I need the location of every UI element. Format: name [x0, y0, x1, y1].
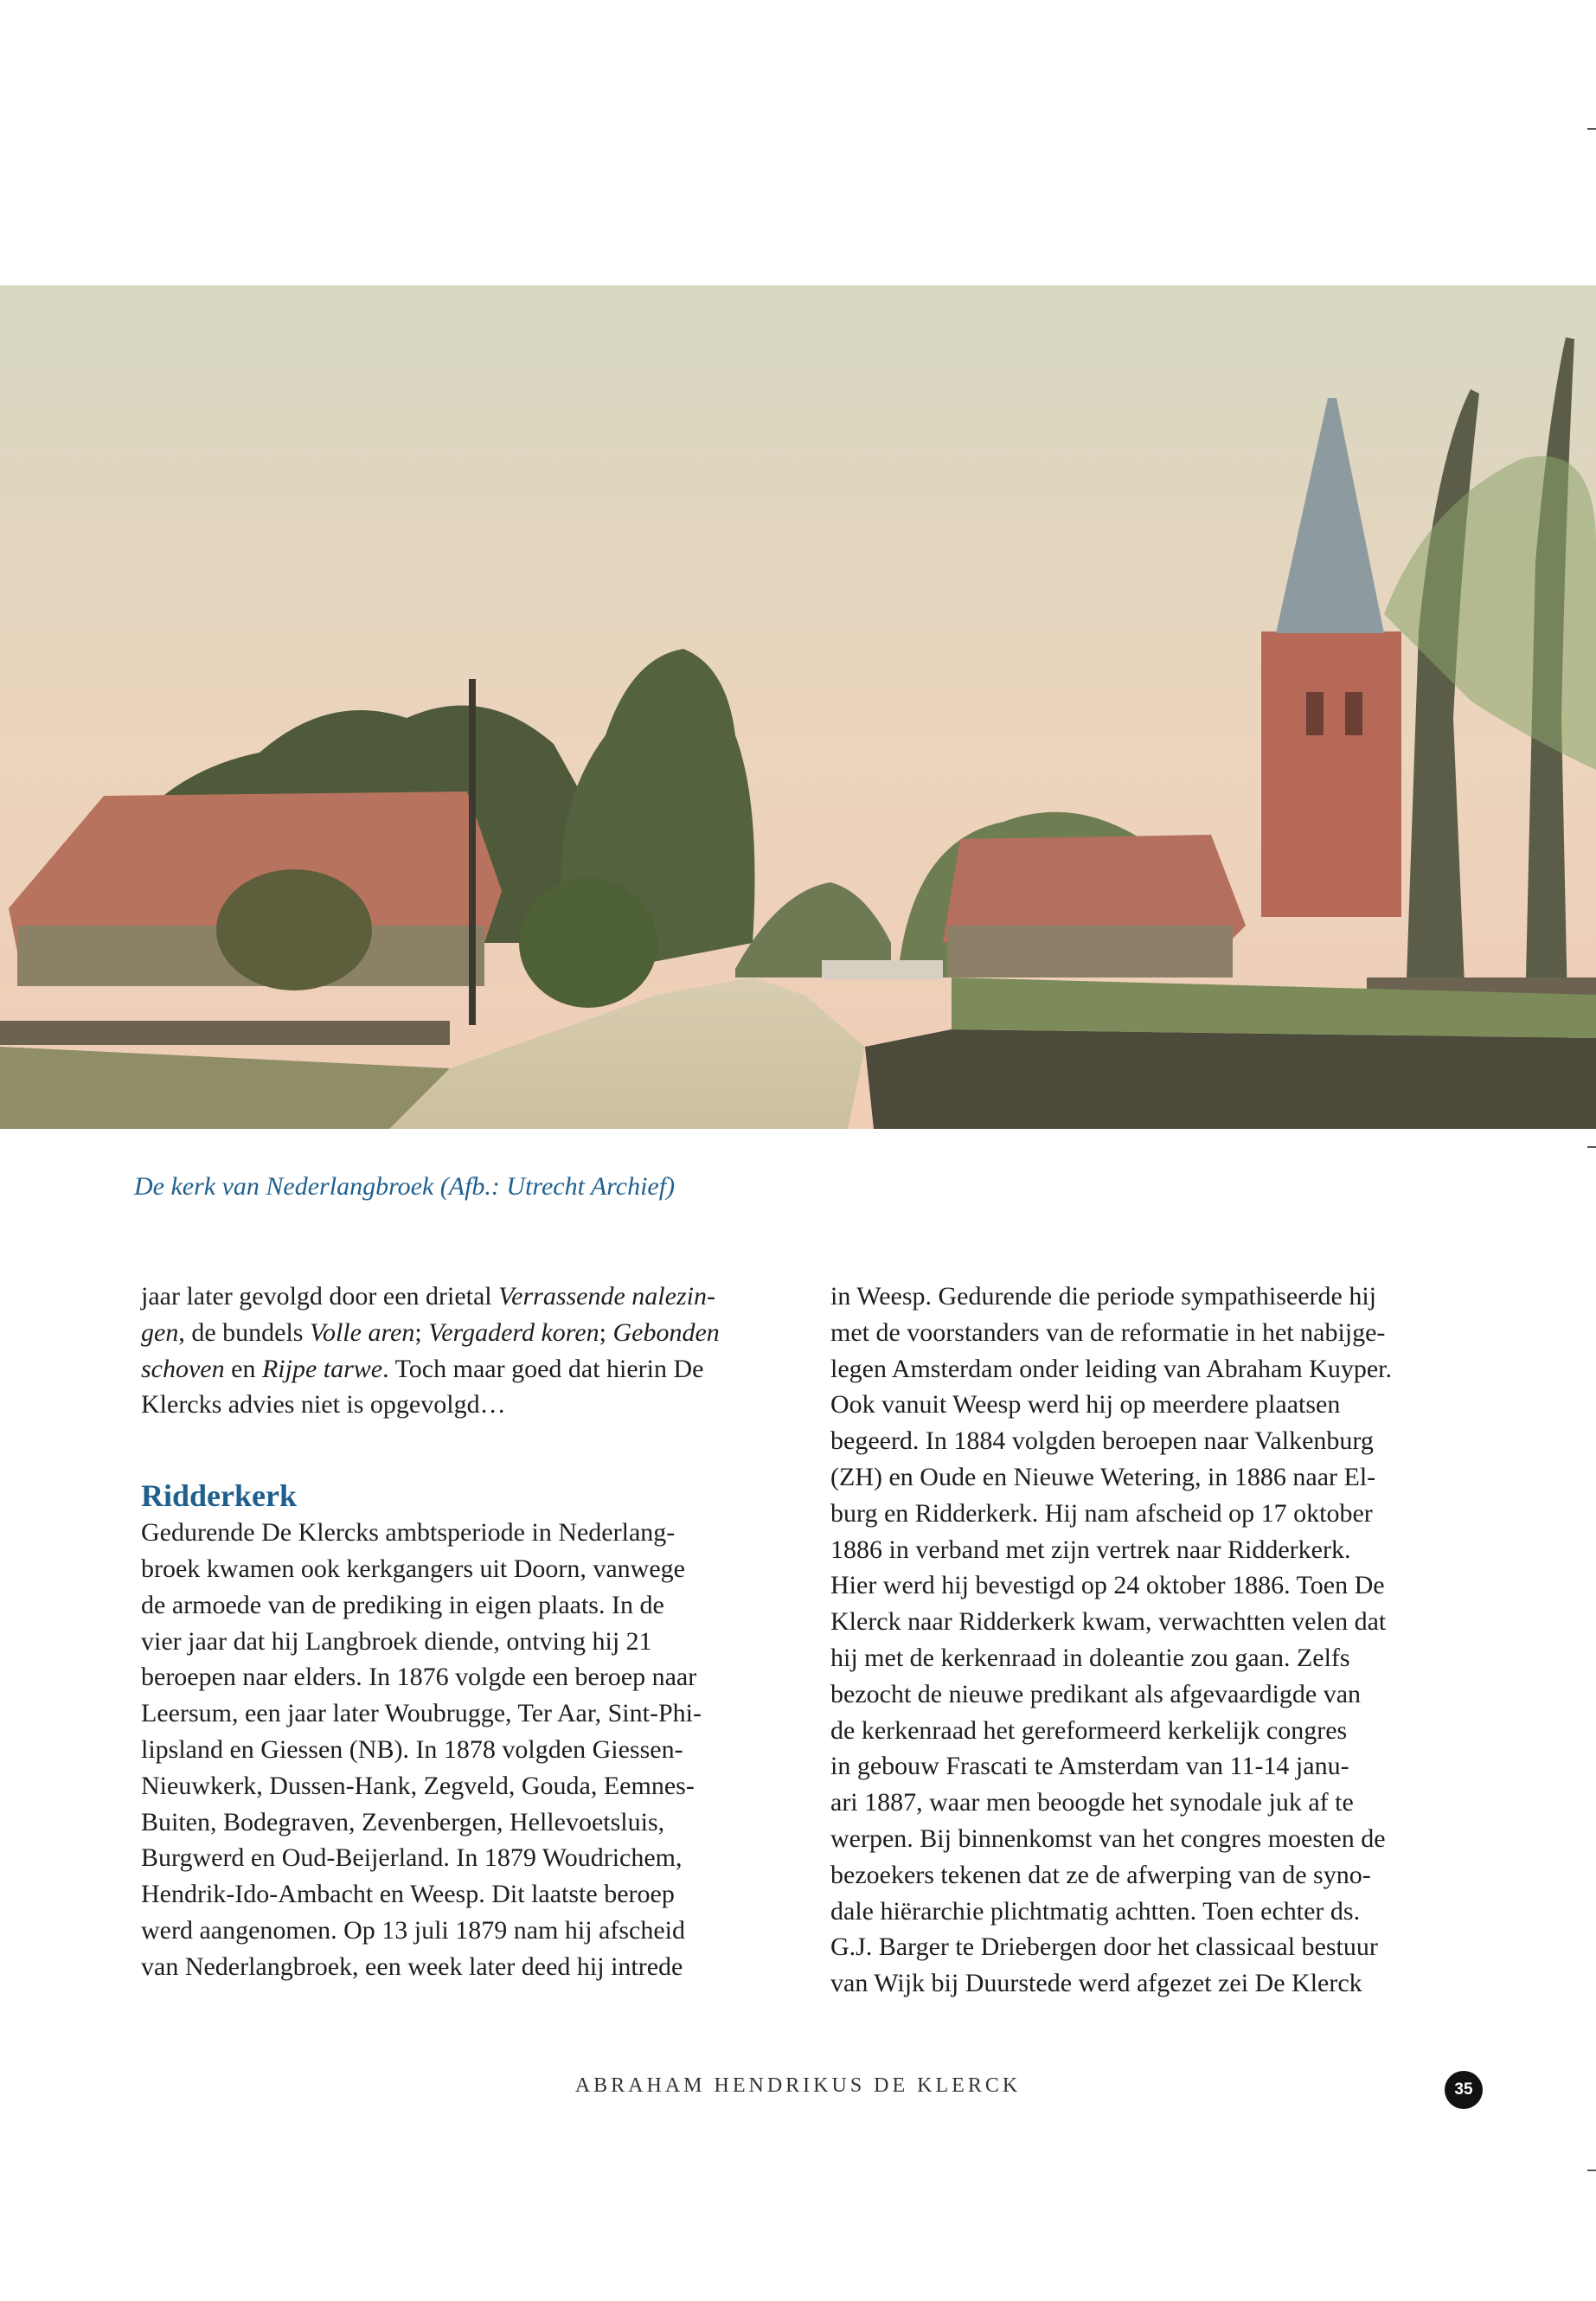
section-heading-ridderkerk: Ridderkerk — [141, 1478, 297, 1514]
text-line: Leersum, een jaar later Woubrugge, Ter Aar, Sint-Phi- — [141, 1699, 702, 1728]
right-column — [830, 1279, 1488, 2002]
text-line: werd aangenomen. Op 13 juli 1879 nam hij afscheid — [141, 1915, 686, 1945]
text-line: Gedurende De Klercks ambtsperiode in Nederlang- — [141, 1518, 676, 1548]
text-line: van Nederlangbroek, een week later deed hij intrede — [141, 1952, 683, 1981]
text-segment: jaar later gevolgd door een drietal — [141, 1282, 499, 1311]
fence-left — [0, 1021, 450, 1045]
running-footer-title: ABRAHAM HENDRIKUS DE KLERCK — [574, 2074, 1022, 2097]
text-line: Hendrik-Ido-Ambacht en Weesp. Dit laatste beroep — [141, 1880, 675, 1909]
text-line: vier jaar dat hij Langbroek diende, ontving hij 21 — [141, 1626, 652, 1656]
ditch-water — [865, 1029, 1596, 1129]
text-line — [141, 1315, 798, 1351]
book-title: gen — [141, 1317, 179, 1347]
church-window — [1306, 692, 1324, 735]
crop-mark-top — [1587, 128, 1596, 130]
book-title: Verrassende nalezin- — [498, 1282, 715, 1311]
text-segment: ; — [414, 1317, 429, 1347]
church-window-2 — [1345, 692, 1362, 735]
text-segment: , de bundels — [178, 1317, 310, 1347]
text-line: bezocht de nieuwe predikant als afgevaardigde van — [830, 1679, 1362, 1708]
text-line: in Weesp. Gedurende die periode sympathiseerde hij — [830, 1282, 1376, 1311]
text-line: de kerkenraad het gereformeerd kerkelijk congres — [830, 1715, 1348, 1745]
text-line: van Wijk bij Duurstede werd afgezet zei De Klerck — [830, 1969, 1362, 1998]
text-line: ari 1887, waar men beoogde het synodale juk af te — [830, 1788, 1354, 1817]
text-line — [141, 1279, 798, 1315]
text-line: Klerck naar Ridderkerk kwam, verwachtten velen dat — [830, 1607, 1387, 1637]
text-line: Buiten, Bodegraven, Zevenbergen, Hellevoetsluis, — [141, 1807, 665, 1836]
text-segment: ; — [599, 1317, 613, 1347]
utility-pole — [469, 679, 476, 1025]
left-column — [141, 1279, 798, 1985]
text-line: G.J. Barger te Driebergen door het classicaal bestuur — [830, 1932, 1378, 1962]
text-line: met de voorstanders van de reformatie in het nabijge- — [830, 1317, 1386, 1347]
text-line: Nieuwkerk, Dussen-Hank, Zegveld, Gouda, Eemnes- — [141, 1771, 695, 1800]
book-title: Vergaderd koren — [428, 1317, 599, 1347]
text-line: Hier werd hij bevestigd op 24 oktober 1886. Toen De — [830, 1571, 1385, 1600]
text-line: 1886 in verband met zijn vertrek naar Ridderkerk. — [830, 1535, 1351, 1564]
farmhouse-right-wall — [947, 926, 1233, 977]
bush-left-2 — [519, 878, 657, 1008]
book-title: Volle aren — [309, 1317, 415, 1347]
body-paragraph — [830, 1279, 1488, 2002]
text-line: hij met de kerkenraad in doleantie zou gaan. Zelfs — [830, 1643, 1350, 1672]
text-line: Ook vanuit Weesp werd hij op meerdere plaatsen — [830, 1390, 1341, 1420]
text-line: begeerd. In 1884 volgden beroepen naar Valkenburg — [830, 1426, 1374, 1456]
bush-left — [216, 869, 372, 990]
text-segment: . Toch maar goed dat hierin De — [382, 1354, 704, 1383]
text-line: dale hiërarchie plichtmatig achtten. Toen echter ds. — [830, 1896, 1361, 1926]
text-line: werpen. Bij binnenkomst van het congres moesten de — [830, 1823, 1386, 1853]
crop-mark-middle — [1587, 1146, 1596, 1148]
book-title: Rijpe tarwe — [261, 1354, 383, 1383]
text-line: legen Amsterdam onder leiding van Abraham Kuyper. — [830, 1354, 1392, 1383]
text-line: de armoede van de prediking in eigen plaats. In de — [141, 1590, 664, 1619]
book-title: schoven — [141, 1354, 225, 1383]
text-segment: en — [224, 1354, 262, 1383]
church-tower — [1261, 631, 1401, 917]
text-line: broek kwamen ook kerkgangers uit Doorn, vanwege — [141, 1554, 685, 1583]
text-line: Burgwerd en Oud-Beijerland. In 1879 Woudrichem, — [141, 1843, 683, 1873]
text-line: (ZH) en Oude en Nieuwe Wetering, in 1886 naar El- — [830, 1462, 1376, 1491]
text-line: lipsland en Giessen (NB). In 1878 volgden Giessen- — [141, 1734, 683, 1764]
text-line: burg en Ridderkerk. Hij nam afscheid op 17 oktober — [830, 1498, 1373, 1528]
intro-paragraph — [141, 1279, 798, 1423]
book-title: Gebonden — [612, 1317, 720, 1347]
text-line: in gebouw Frascati te Amsterdam van 11-14 janu- — [830, 1752, 1349, 1781]
text-line: bezoekers tekenen dat ze de afwerping van de syno- — [830, 1860, 1371, 1889]
church-photograph — [0, 285, 1596, 1129]
text-segment: Klercks advies niet is opgevolgd… — [141, 1390, 506, 1420]
photo-caption: De kerk van Nederlangbroek (Afb.: Utrecht Archief) — [134, 1172, 676, 1201]
text-line — [141, 1387, 798, 1423]
page-number-badge: 35 — [1445, 2071, 1483, 2109]
bridge — [822, 960, 943, 979]
text-line: beroepen naar elders. In 1876 volgde een beroep naar — [141, 1663, 697, 1692]
body-paragraph — [141, 1515, 798, 1984]
text-line — [141, 1351, 798, 1388]
crop-mark-bottom — [1587, 2170, 1596, 2171]
nederlangbroek-village-scene — [0, 285, 1596, 1129]
